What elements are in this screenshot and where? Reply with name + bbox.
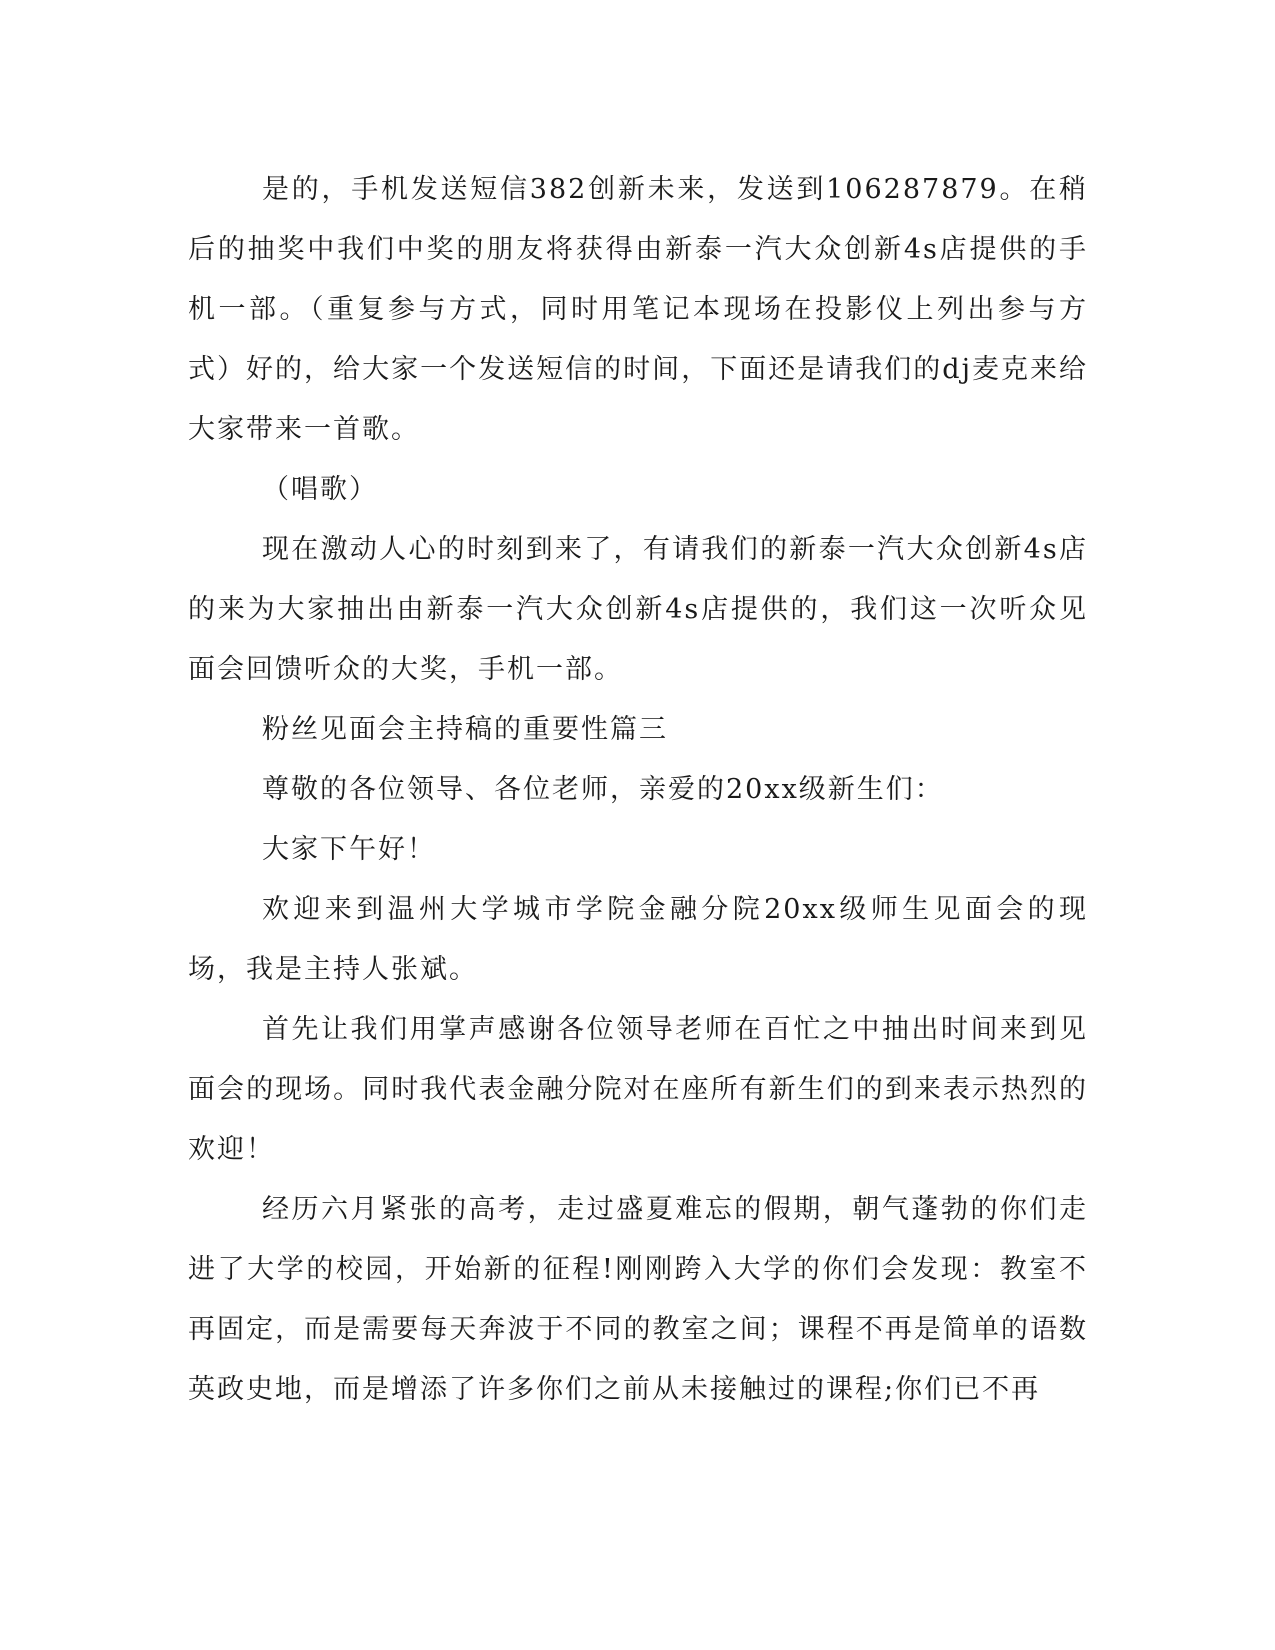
paragraph-salutation: 尊敬的各位领导、各位老师，亲爱的20xx级新生们： [262, 774, 944, 805]
paragraph-sms-lottery: 是的，手机发送短信382创新未来，发送到106287879。在稍后的抽奖中我们中奖的朋友将获得由新泰一汽大众创新4s店提供的手机一部。（重复参与方式，同时用笔记本现场在投影仪上列出参与方式）好的，给大家一个发送短信的时间，下面还是请我们的dj麦克来给大家带来一首歌。 [188, 174, 1088, 445]
paragraph-singing: （唱歌） [262, 474, 378, 505]
document-body [188, 160, 1088, 1420]
paragraph-prize-draw: 现在激动人心的时刻到来了，有请我们的新泰一汽大众创新4s店的来为大家抽出由新泰一汽大众创新4s店提供的，我们这一次听众见面会回馈听众的大奖，手机一部。 [188, 534, 1088, 685]
paragraph-thanks: 首先让我们用掌声感谢各位领导老师在百忙之中抽出时间来到见面会的现场。同时我代表金融分院对在座所有新生们的到来表示热烈的欢迎！ [188, 1014, 1088, 1165]
paragraph-greeting: 大家下午好！ [262, 834, 436, 865]
section-heading: 粉丝见面会主持稿的重要性篇三 [262, 714, 668, 745]
paragraph-welcome: 欢迎来到温州大学城市学院金融分院20xx级师生见面会的现场，我是主持人张斌。 [188, 894, 1088, 985]
paragraph-college-life: 经历六月紧张的高考，走过盛夏难忘的假期，朝气蓬勃的你们走进了大学的校园，开始新的征程!刚刚跨入大学的你们会发现：教室不再固定，而是需要每天奔波于不同的教室之间；课程不再是简单的语数英政史地，而是增添了许多你们之前从未接触过的课程;你们已不再 [188, 1194, 1088, 1405]
